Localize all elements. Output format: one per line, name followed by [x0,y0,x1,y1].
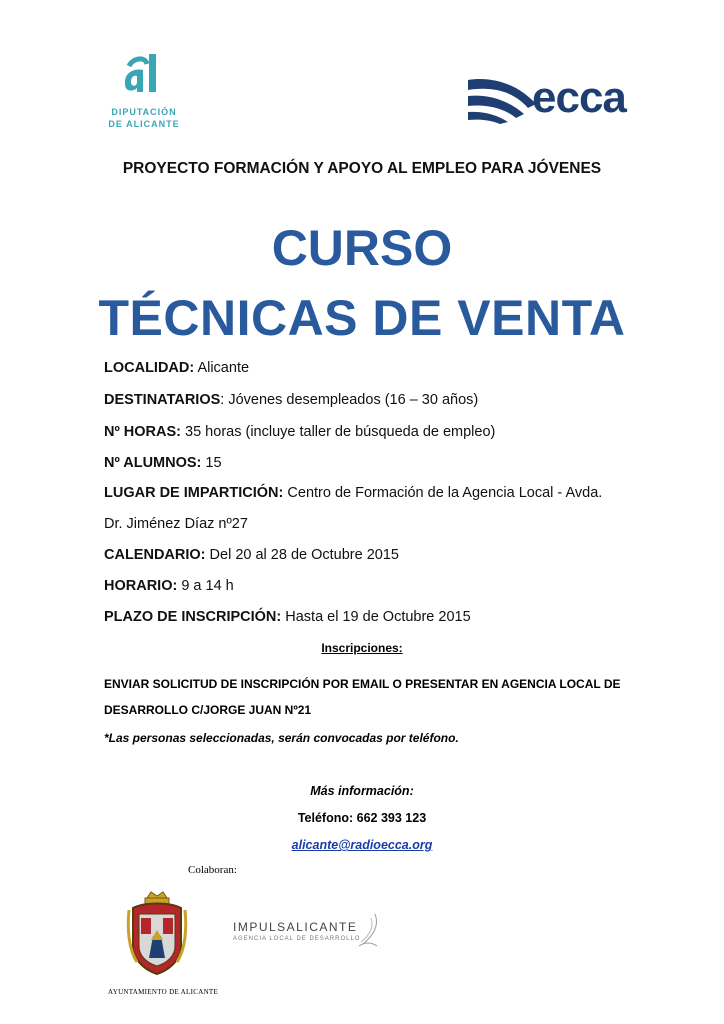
course-name: TÉCNICAS DE VENTA [98,290,626,346]
ayuntamiento-shield-icon [125,890,189,978]
detail-horario [104,578,234,594]
inscripciones-instructions-line1: ENVIAR SOLICITUD DE INSCRIPCIÓN POR EMAIL O PRESENTAR EN AGENCIA LOCAL DE [104,677,621,691]
detail-label: Nº ALUMNOS: [104,455,202,471]
detail-value: Centro de Formación de la Agencia Local - Avda. [283,485,603,501]
more-info-heading: Más información: [310,784,414,798]
detail-value: Hasta el 19 de Octubre 2015 [281,609,471,625]
detail-label: HORARIO: [104,578,178,594]
diputacion-logo [103,52,185,132]
inscripciones-heading: Inscripciones: [321,641,403,655]
contact-email-link[interactable]: alicante@radioecca.org [291,838,433,852]
ecca-wordmark: ecca [532,73,626,122]
detail-destinatarios [104,392,478,408]
detail-value: 35 horas (incluye taller de búsqueda de empleo) [181,424,496,440]
diputacion-name-line2: DE ALICANTE [108,119,180,129]
detail-label: Nº HORAS: [104,424,181,440]
contact-phone: Teléfono: 662 393 123 [297,811,427,825]
detail-localidad [104,360,249,376]
detail-value: 15 [201,455,222,471]
detail-value: 9 a 14 h [177,578,234,594]
impulsalicante-logo [233,912,383,952]
detail-value: Del 20 al 28 de Octubre 2015 [205,547,399,563]
ecca-logo [466,72,638,128]
inscripciones-instructions-line2: DESARROLLO C/JORGE JUAN Nº21 [104,703,312,717]
detail-value: : Jóvenes desempleados (16 – 30 años) [220,392,479,408]
detail-calendario [104,547,399,563]
detail-horas [104,424,495,440]
ayuntamiento-name: AYUNTAMIENTO DE ALICANTE [108,988,219,996]
detail-plazo [104,609,471,625]
selection-note: *Las personas seleccionadas, serán convocadas por teléfono. [104,731,459,745]
detail-value: Alicante [194,360,250,376]
diputacion-name-line1: DIPUTACIÓN [111,107,177,117]
course-heading: CURSO [271,220,453,276]
project-title: PROYECTO FORMACIÓN Y APOYO AL EMPLEO PARA JÓVENES [122,160,602,177]
ecca-waves-icon [466,74,538,124]
detail-label: DESTINATARIOS [104,392,221,408]
detail-label: LOCALIDAD: [104,360,195,376]
impulsalicante-subtitle: AGENCIA LOCAL DE DESARROLLO [233,936,361,942]
collaborators-label: Colaboran: [188,864,237,876]
impulsalicante-mark-icon [355,912,381,948]
detail-lugar [104,485,602,501]
detail-lugar-continued: Dr. Jiménez Díaz nº27 [104,516,248,532]
detail-label: PLAZO DE INSCRIPCIÓN: [104,609,282,625]
detail-alumnos [104,455,222,471]
impulsalicante-wordmark: IMPULSALICANTE [233,920,358,934]
detail-label: CALENDARIO: [104,547,206,563]
diputacion-mark-icon [121,52,167,96]
detail-label: LUGAR DE IMPARTICIÓN: [104,485,284,501]
